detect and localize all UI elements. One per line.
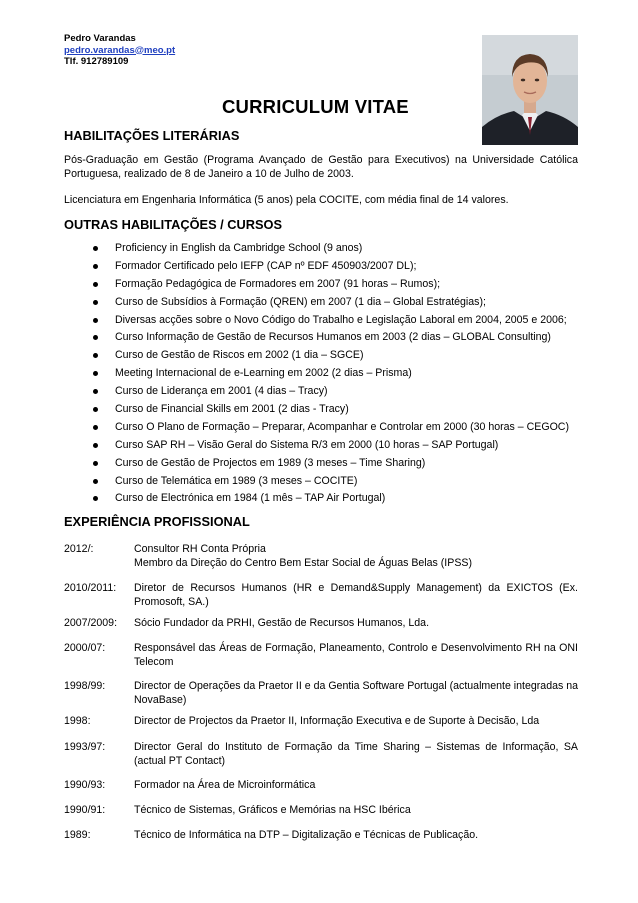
experience-entry — [64, 679, 578, 707]
section-heading-courses: OUTRAS HABILITAÇÕES / CURSOS — [64, 217, 283, 232]
experience-date: 1989: — [64, 829, 91, 841]
experience-entry — [64, 740, 578, 768]
bullet-icon — [93, 353, 98, 358]
experience-description: Sócio Fundador da PRHI, Gestão de Recursos Humanos, Lda. — [134, 617, 430, 629]
experience-entry — [64, 616, 578, 630]
bullet-icon — [93, 318, 98, 323]
list-item: Curso de Subsídios à Formação (QREN) em 2007 (1 dia – Global Estratégias); — [64, 295, 584, 313]
experience-entry — [64, 581, 578, 609]
contact-email-link[interactable]: pedro.varandas@meo.pt — [64, 44, 176, 56]
list-item: Curso SAP RH – Visão Geral do Sistema R/3 em 2000 (10 horas – SAP Portugal) — [64, 438, 584, 456]
list-item: Curso de Telemática em 1989 (3 meses – COCITE) — [64, 474, 584, 492]
bullet-icon — [93, 496, 98, 501]
experience-entry — [64, 641, 578, 669]
bullet-icon — [93, 246, 98, 251]
experience-entry — [64, 803, 578, 817]
section-heading-academic: HABILITAÇÕES LITERÁRIAS — [64, 128, 240, 143]
contact-block — [64, 33, 175, 68]
bullet-icon — [93, 335, 98, 340]
experience-description: Director Geral do Instituto de Formação da Time Sharing – Sistemas de Informação, SA (actual PT Contact) — [134, 741, 578, 767]
list-item: Curso de Gestão de Riscos em 2002 (1 dia – SGCE) — [64, 348, 584, 366]
experience-entry — [64, 778, 578, 792]
experience-description: Director de Operações da Praetor II e da Gentia Software Portugal (actualmente integradas na NovaBase) — [134, 680, 579, 706]
list-item: Curso O Plano de Formação – Preparar, Acompanhar e Controlar em 2000 (30 horas – CEGOC) — [64, 420, 584, 438]
list-item: Curso de Gestão de Projectos em 1989 (3 meses – Time Sharing) — [64, 456, 584, 474]
experience-description: Director de Projectos da Praetor II, Informação Executiva e de Suporte à Decisão, Lda — [134, 715, 540, 727]
experience-description: Técnico de Informática na DTP – Digitalização e Técnicas de Publicação. — [134, 829, 479, 841]
experience-date: 1990/93: — [64, 779, 106, 791]
contact-name: Pedro Varandas — [64, 33, 136, 44]
bullet-icon — [93, 371, 98, 376]
experience-entry — [64, 828, 578, 842]
courses-list — [64, 241, 584, 509]
experience-date: 2010/2011: — [64, 582, 117, 594]
experience-description: Diretor de Recursos Humanos (HR e Demand&Supply Management) da EXICTOS (Ex. Promosoft, SA.) — [134, 582, 578, 608]
bullet-icon — [93, 425, 98, 430]
bullet-icon — [93, 479, 98, 484]
list-item: Curso Informação de Gestão de Recursos Humanos em 2003 (2 dias – GLOBAL Consulting) — [64, 330, 584, 348]
list-item: Curso de Electrónica em 1984 (1 mês – TAP Air Portugal) — [64, 491, 584, 509]
list-item: Proficiency in English da Cambridge School (9 anos) — [64, 241, 584, 259]
experience-description: Consultor RH Conta Própria Membro da Direção do Centro Bem Estar Social de Águas Belas (IPSS) — [134, 543, 472, 569]
bullet-icon — [93, 443, 98, 448]
bullet-icon — [93, 282, 98, 287]
document-title: CURRICULUM VITAE — [222, 96, 409, 117]
experience-date: 1998: — [64, 715, 91, 727]
academic-paragraph: Pós-Graduação em Gestão (Programa Avançado de Gestão para Executivos) na Universidade Católica Portuguesa, realizado de 8 de Janeiro a 10 de Julho de 2003. — [64, 154, 578, 180]
list-item: Formação Pedagógica de Formadores em 2007 (91 horas – Rumos); — [64, 277, 584, 295]
bullet-icon — [93, 389, 98, 394]
contact-phone: Tlf. 912789109 — [64, 56, 129, 67]
bullet-icon — [93, 461, 98, 466]
experience-description: Formador na Área de Microinformática — [134, 779, 316, 791]
experience-date: 2000/07: — [64, 642, 106, 654]
experience-date: 2012/: — [64, 543, 94, 555]
bullet-icon — [93, 264, 98, 269]
experience-date: 1993/97: — [64, 741, 106, 753]
section-heading-experience: EXPERIÊNCIA PROFISSIONAL — [64, 514, 250, 529]
experience-entry — [64, 542, 578, 570]
list-item: Curso de Liderança em 2001 (4 dias – Tracy) — [64, 384, 584, 402]
list-item: Curso de Financial Skills em 2001 (2 dias - Tracy) — [64, 402, 584, 420]
experience-date: 2007/2009: — [64, 617, 118, 629]
experience-entry — [64, 714, 578, 728]
experience-description: Responsável das Áreas de Formação, Planeamento, Controlo e Desenvolvimento RH na ONI Telecom — [134, 642, 578, 668]
academic-paragraph: Licenciatura em Engenharia Informática (5 anos) pela COCITE, com média final de 14 valores. — [64, 194, 509, 206]
list-item: Meeting Internacional de e-Learning em 2002 (2 dias – Prisma) — [64, 366, 584, 384]
experience-date: 1998/99: — [64, 680, 106, 692]
portrait-photo — [482, 35, 578, 145]
list-item: Diversas acções sobre o Novo Código do Trabalho e Legislação Laboral em 2004, 2005 e 2006; — [64, 313, 584, 331]
experience-date: 1990/91: — [64, 804, 106, 816]
bullet-icon — [93, 407, 98, 412]
list-item: Formador Certificado pelo IEFP (CAP nº EDF 450903/2007 DL); — [64, 259, 584, 277]
portrait-photo-drawing — [482, 35, 578, 145]
bullet-icon — [93, 300, 98, 305]
experience-description: Técnico de Sistemas, Gráficos e Memórias na HSC Ibérica — [134, 804, 411, 816]
